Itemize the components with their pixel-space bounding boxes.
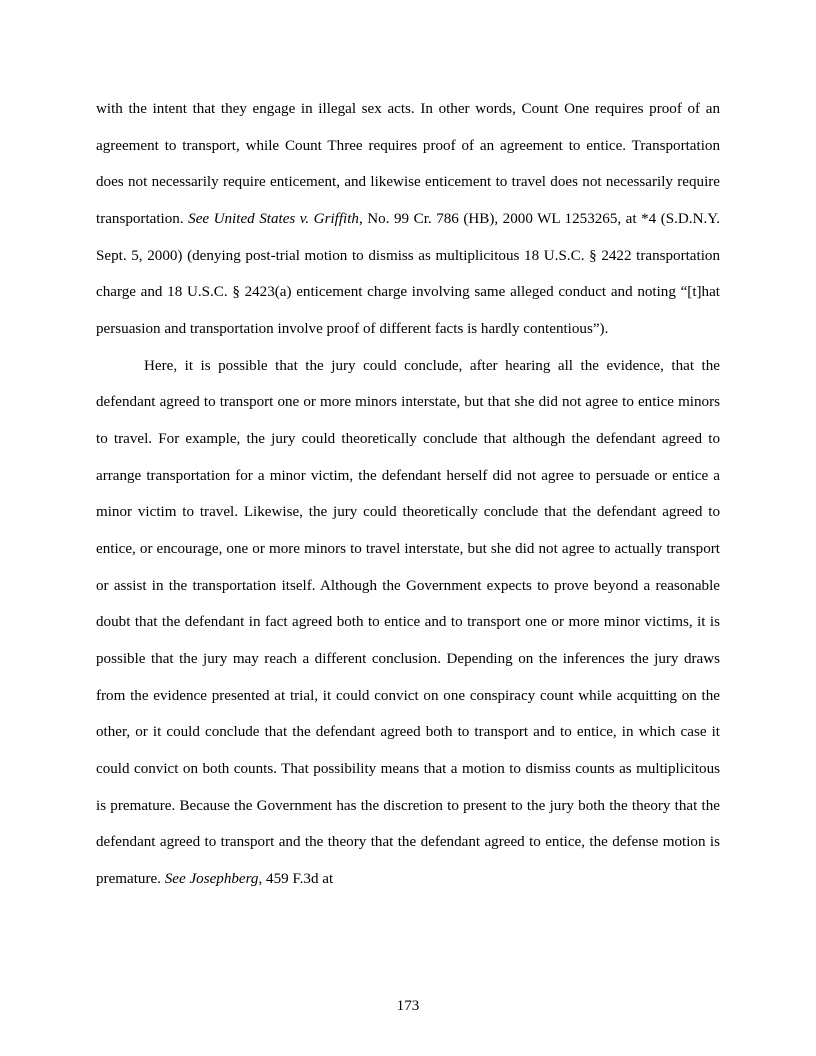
citation-details: , 459 F.3d at [258, 871, 334, 888]
citation-details: , No. 99 Cr. 786 (HB), 2000 WL 1253265, at *4 (S.D.N.Y. Sept. 5, 2000) (denying post-trial motion to dismiss as multiplicitous 18 U.S.C. § 2422 transportation charge and 18 U.S.C. § 2423(a) enticement charge involving same alleged conduct and noting “[t]hat persuasion and transportation involve proof of different facts is hardly contentious”). [96, 211, 720, 338]
paragraph-text: Here, it is possible that the jury could conclude, after hearing all the evidence, that the defendant agreed to transport one or more minors interstate, but that she did not agree to entice minors to travel. For example, the jury could theoretically conclude that although the defendant agreed to arrange transportation for a minor victim, the defendant herself did not agree to persuade or entice a minor victim to travel. Likewise, the jury could theoretically conclude that the defendant agreed to entice, or encourage, one or more minors to travel interstate, but she did not agree to actually transport or assist in the transportation itself. Although the Government expects to prove beyond a reasonable doubt that the defendant in fact agreed both to entice and to transport one or more minor victims, it is possible that the jury may reach a different conclusion. Depending on the inferences the jury draws from the evidence presented at trial, it could convict on one conspiracy count while acquitting on the other, or it could conclude that the defendant agreed both to transport and to entice, in which case it could convict on both counts. That possibility means that a motion to dismiss counts as multiplicitous is premature. Because the Government has the discretion to present to the jury both the theory that the defendant agreed to transport and the theory that the defendant agreed to entice, the defense motion is premature. [96, 357, 720, 888]
paragraph-jury-conclusion [96, 348, 720, 898]
paragraph-multiplicity-analysis [96, 91, 720, 348]
paragraph-text: with the intent that they engage in illegal sex acts. In other words, Count One requires proof of an agreement to transport, while Count Three requires proof of an agreement to entice. Transportation does not necessarily require enticement, and likewise enticement to travel does not necessarily require transportation. [96, 101, 720, 228]
document-page [96, 91, 720, 898]
case-citation: See United States v. Griffith [188, 211, 359, 228]
case-citation: See Josephberg [164, 871, 259, 888]
page-number: 173 [396, 998, 420, 1014]
